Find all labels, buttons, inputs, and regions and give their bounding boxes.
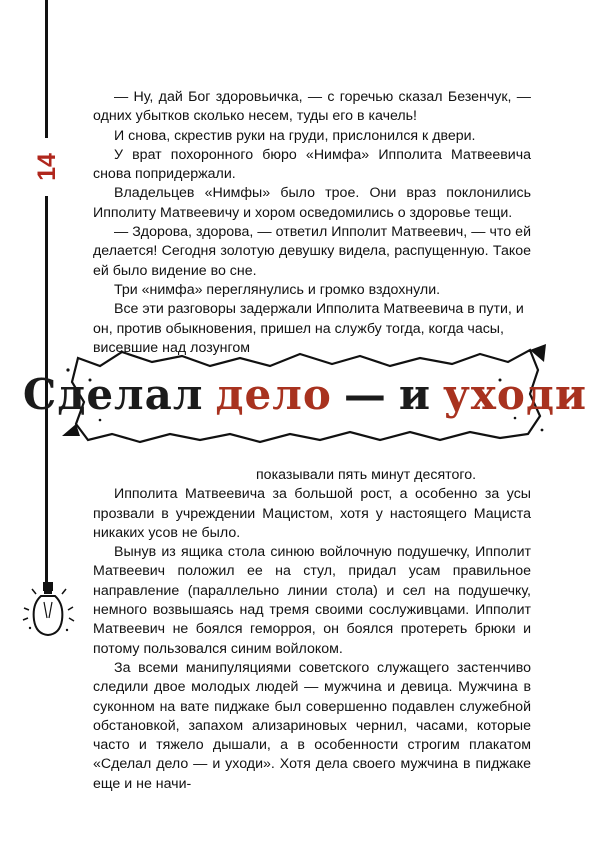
light-bulb-icon: [22, 580, 82, 650]
paragraph: показывали пять минут десятого.: [256, 467, 477, 483]
banner-word-1: Сделал: [22, 369, 204, 419]
paragraph: За всеми манипуляциями советского служащего застенчиво следили двое молодых людей — мужчина и девица. Мужчина в суконном на вате пиджаке был совершенно подавлен служебной обстановкой, запахом ализариновых чернил, часами, которые часто и тяжело дышали, а в особенности строгим плакатом «Сделал дело — и уходи». Хотя дела своего мужчина в пиджаке еще и не начи-: [93, 659, 531, 792]
paragraph: И снова, скрестив руки на груди, прислонился к двери.: [114, 127, 476, 144]
banner-word-3: и: [398, 369, 431, 419]
text-block-bottom: [93, 466, 531, 794]
page-number: 14: [32, 153, 61, 181]
paragraph: Три «нимфа» переглянулись и громко вздохнули.: [114, 281, 441, 298]
text-block-top: [93, 88, 531, 358]
paragraph: Все эти разговоры задержали Ипполита Матвеевича в пути, и он, против обыкновения, пришел на службу тогда, когда часы, висевшие над лозунгом: [93, 301, 524, 356]
paragraph: Владельцев «Нимфы» было трое. Они враз поклонились Ипполиту Матвеевичу и хором осведомились о здоровье тещи.: [93, 185, 531, 221]
banner-slogan: [22, 354, 588, 434]
banner-word-4: уходи: [443, 369, 588, 419]
banner-word-2: дело: [215, 369, 332, 419]
paragraph: Вынув из ящика стола синюю войлочную подушечку, Ипполит Матвеевич положил ее на стул, придал усам правильное направление (параллельно линии стола) и сел на подушечку, немного возвышаясь над тремя своими сослуживцами. Ипполит Матвеевич не боялся геморроя, он боялся протереть брюки и потому пользовался синим войлоком.: [93, 544, 531, 657]
paragraph: Ипполита Матвеевича за большой рост, а особенно за усы прозвали в учреждении Мацистом, хотя у настоящего Мациста никаких усов не было.: [93, 486, 531, 541]
banner-dash: —: [343, 369, 387, 419]
paragraph: — Ну, дай Бог здоровьичка, — с горечью сказал Безенчук, — одних убытков сколько несем, туды его в качель!: [93, 89, 531, 125]
paragraph: У врат похоронного бюро «Нимфа» Ипполита Матвеевича снова попридержали.: [93, 146, 531, 183]
paragraph: — Здорова, здорова, — ответил Ипполит Матвеевич, — что ей делается! Сегодня золотую девушку видела, распущенную. Такое ей было видение во сне.: [93, 224, 531, 279]
hanging-cord: [45, 0, 48, 588]
